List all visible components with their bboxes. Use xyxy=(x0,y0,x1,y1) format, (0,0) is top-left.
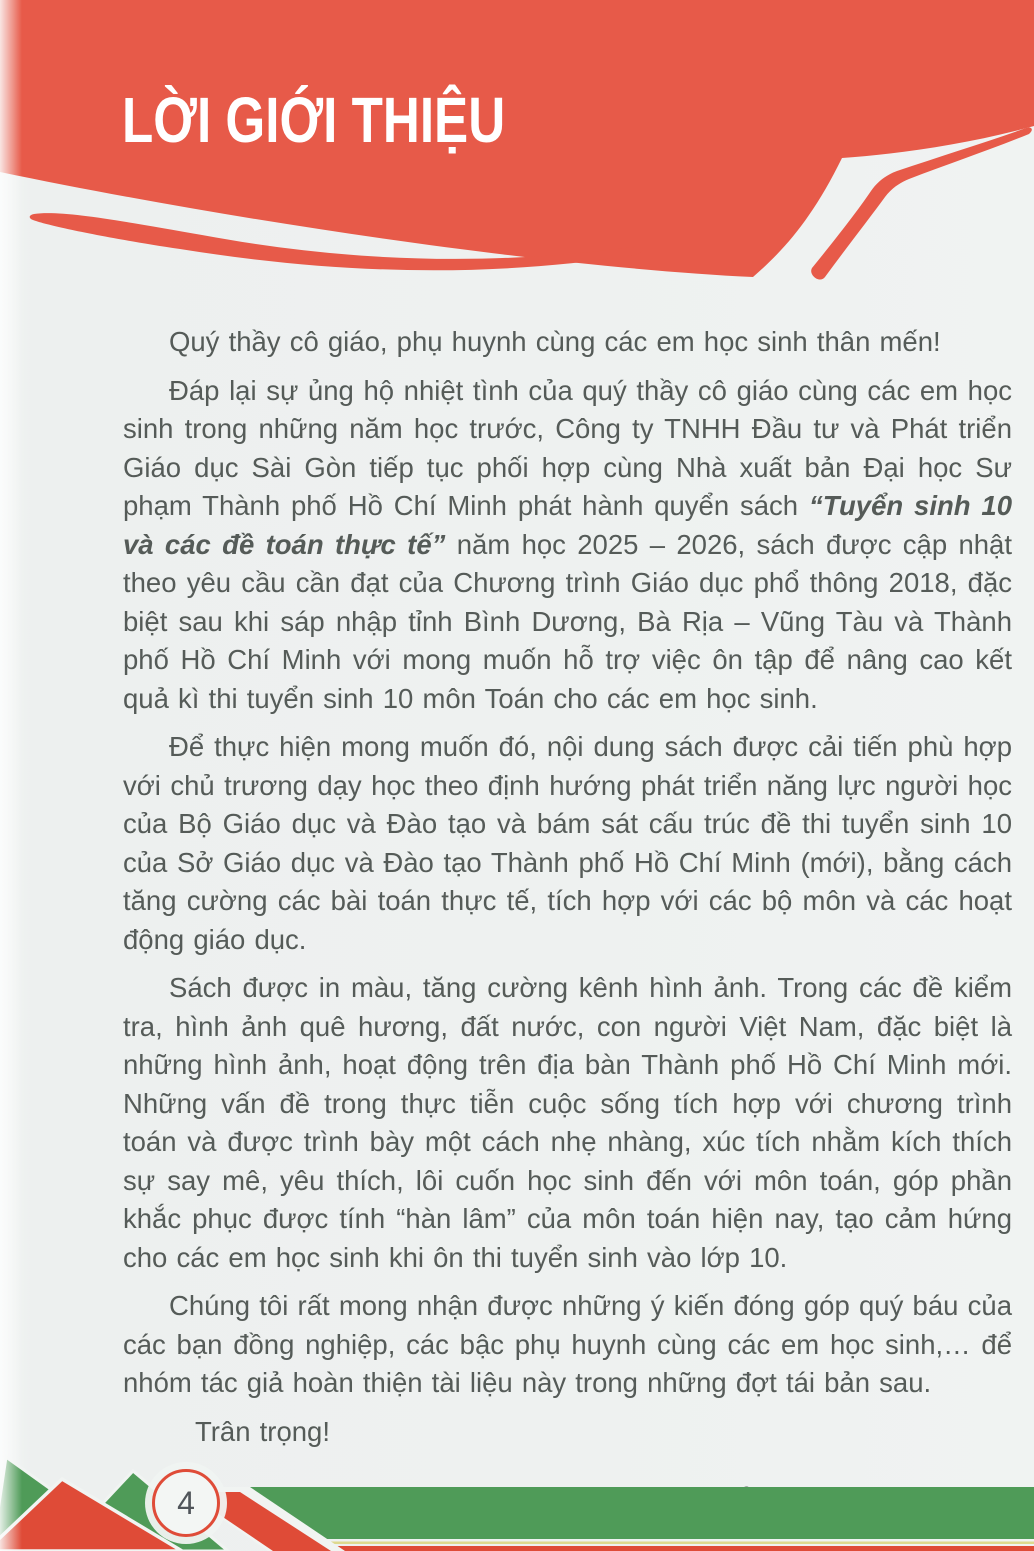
paragraph: Để thực hiện mong muốn đó, nội dung sách được cải tiến phù hợp với chủ trương dạy học theo định hướng phát triển năng lực người học của Bộ Giáo dục và Đào tạo và bám sát cấu trúc đề thi tuyển sinh 10 của Sở Giáo dục và Đào tạo Thành phố Hồ Chí Minh (mới), bằng cách tăng cường các bài toán thực tế, tích hợp với các bộ môn và các hoạt động giáo dục. xyxy=(123,731,1012,955)
page-number-badge xyxy=(152,1469,220,1537)
footer-red-band xyxy=(325,1546,1034,1551)
page-title: LỜI GIỚI THIỆU xyxy=(122,84,506,156)
body-paragraphs xyxy=(123,323,1012,1403)
page-number: 4 xyxy=(177,1484,195,1521)
body-text-column xyxy=(123,323,1012,1530)
paragraph: Sách được in màu, tăng cường kênh hình ảnh. Trong các đề kiểm tra, hình ảnh quê hương, đất nước, con người Việt Nam, đặc biệt là những hình ảnh, hoạt động trên địa bàn Thành phố Hồ Chí Minh mới. Những vấn đề trong thực tiễn cuộc sống tích hợp với chương trình toán và được trình bày một cách nhẹ nhàng, xúc tích nhằm kích thích sự say mê, yêu thích, lôi cuốn học sinh đến với môn toán, góp phần khắc phục được tính “hàn lâm” của môn toán hiện nay, tạo cảm hứng cho các em học sinh khi ôn thi tuyển sinh vào lớp 10. xyxy=(123,972,1012,1273)
paragraph: Quý thầy cô giáo, phụ huynh cùng các em học sinh thân mến! xyxy=(169,326,941,357)
footer-yellow-line xyxy=(330,1542,1034,1545)
paragraph: Đáp lại sự ủng hộ nhiệt tình của quý thầy cô giáo cùng các em học sinh trong những năm học trước, Công ty TNHH Đầu tư và Phát triển Giáo dục Sài Gòn tiếp tục phối hợp cùng Nhà xuất bản Đại học Sư phạm Thành phố Hồ Chí Minh phát hành quyển sách “Tuyển sinh 10 và các đề toán thực tế” năm học 2025 – 2026, sách được cập nhật theo yêu cầu cần đạt của Chương trình Giáo dục phổ thông 2018, đặc biệt sau khi sáp nhập tỉnh Bình Dương, Bà Rịa – Vũng Tàu và Thành phố Hồ Chí Minh với mong muốn hỗ trợ việc ôn tập để nâng cao kết quả kì thi tuyển sinh 10 môn Toán cho các em học sinh. xyxy=(123,374,1012,714)
footer-green-band xyxy=(240,1487,1034,1539)
paragraph: Chúng tôi rất mong nhận được những ý kiến đóng góp quý báu của các bạn đồng nghiệp, các bậc phụ huynh cùng các em học sinh,… để nhóm tác giả hoàn thiện tài liệu này trong những đợt tái bản sau. xyxy=(123,1290,1012,1398)
closing-line: Trân trọng! xyxy=(195,1415,330,1447)
